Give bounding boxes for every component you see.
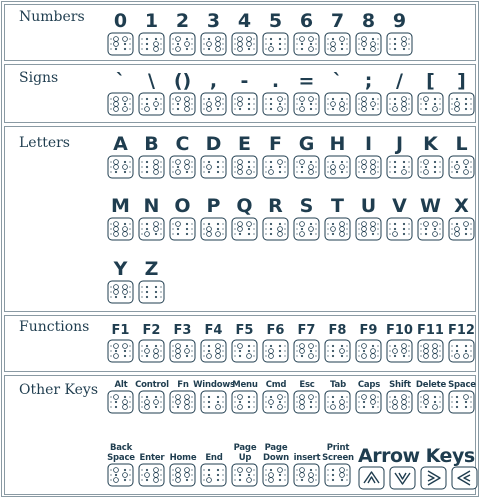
letter-key-B [138,133,165,179]
braille-cell [386,217,413,241]
letter-key-P [200,195,227,241]
braille-cell [107,32,134,56]
function-key-f6-label: F6 [266,323,285,338]
letter-key-M [107,195,134,241]
number-key-1-label: 1 [144,10,159,32]
letter-key-N [138,195,165,241]
braille-cell [417,92,444,116]
function-key-f6 [262,323,289,363]
braille-cell [448,92,475,116]
braille-cell [293,32,320,56]
other-key-space [448,380,475,414]
braille-cell [231,463,258,487]
other-key-enter-label-text: Enter [139,453,165,463]
braille-cell [200,339,227,363]
letter-key-J [386,133,413,179]
function-key-f4 [200,323,227,363]
section-title-other-keys: Other Keys [19,382,99,398]
other-key-windows [193,380,235,414]
braille-cell [324,463,351,487]
left-arrow-icon [451,466,478,490]
other-key-delete [415,380,447,414]
letter-key-E [231,133,258,179]
number-key-1 [138,10,165,56]
number-key-5 [262,10,289,56]
braille-cell [107,339,134,363]
braille-cell [417,155,444,179]
braille-cell [324,217,351,241]
braille-cell [107,155,134,179]
letter-key-Z [138,258,165,304]
function-key-f12-label: F12 [448,323,475,338]
other-key-home-label-text: Home [169,453,197,463]
braille-cell [107,92,134,116]
other-key-down [262,443,289,487]
braille-cell [355,217,382,241]
braille-cell [231,339,258,363]
section-title-letters: Letters [19,135,70,151]
sign-key-9 [386,70,413,116]
sign-key-4 [231,70,258,116]
sign-key-3 [200,70,227,116]
number-key-9-label: 9 [392,10,407,32]
letter-key-Z-label: Z [144,258,159,280]
letter-key-H [324,133,351,179]
letter-key-B-label: B [144,133,159,155]
letter-key-A [107,133,134,179]
other-key-esc [293,380,320,414]
braille-cell [200,32,227,56]
letter-key-I-label: I [364,133,373,155]
letter-key-S [293,195,320,241]
braille-cell [200,217,227,241]
letter-key-H-label: H [329,133,346,155]
other-key-down-label-text: Page Down [263,443,289,463]
other-key-esc-label: Esc [299,380,315,390]
other-key-insert-label-text: insert [293,453,321,463]
number-key-0-label: 0 [113,10,128,32]
braille-cell [138,92,165,116]
other-key-tab-label: Tab [330,380,346,390]
letter-key-U-label: U [360,195,377,217]
letter-key-R [262,195,289,241]
function-key-f3-label: F3 [173,323,192,338]
braille-cell [448,339,475,363]
other-key-up-label-text: Page Up [233,443,257,463]
function-key-f4-label: F4 [204,323,223,338]
letter-key-O [169,195,196,241]
braille-cell [262,32,289,56]
braille-cell [355,339,382,363]
braille-cell [169,32,196,56]
other-key-windows-label: Windows [193,380,235,390]
other-key-menu [231,380,258,414]
other-key-end [200,443,227,487]
function-key-f10-label: F10 [386,323,413,338]
braille-cell [355,390,382,414]
braille-cell [169,155,196,179]
braille-cell [262,339,289,363]
letter-key-J-label: J [395,133,404,155]
up-arrow-icon [358,466,385,490]
letter-key-R-label: R [268,195,283,217]
other-key-up [231,443,258,487]
function-key-f9-label: F9 [359,323,378,338]
other-key-fn-label: Fn [177,380,189,390]
braille-cell [262,92,289,116]
braille-cell [200,92,227,116]
braille-cell [355,92,382,116]
sign-key-1 [138,70,165,116]
braille-cell [231,92,258,116]
sign-key-7 [324,70,351,116]
number-key-3 [200,10,227,56]
letter-key-T [324,195,351,241]
number-key-8 [355,10,382,56]
braille-cell [262,217,289,241]
letter-key-F-label: F [269,133,282,155]
other-key-tab [324,380,351,414]
other-key-shift [386,380,413,414]
other-key-alt-label: Alt [114,380,128,390]
braille-cell [324,339,351,363]
other-key-delete-label: Delete [415,380,447,390]
braille-cell [386,390,413,414]
braille-cell [169,92,196,116]
braille-cell [107,390,134,414]
braille-cell [262,155,289,179]
function-key-f2 [138,323,165,363]
sign-key-1-label: \ [148,70,155,92]
letter-key-F [262,133,289,179]
function-key-f8-label: F8 [328,323,347,338]
sign-key-6-label: = [298,70,315,92]
braille-cell [293,217,320,241]
braille-cell [324,32,351,56]
number-key-7-label: 7 [330,10,345,32]
sign-key-7-label: ` [332,70,343,92]
sign-key-9-label: / [396,70,403,92]
function-key-f5-label: F5 [235,323,254,338]
braille-cell [417,390,444,414]
letter-key-T-label: T [331,195,344,217]
other-key-screen-label [318,443,358,463]
down-arrow-icon [389,466,416,490]
function-key-f3 [169,323,196,363]
braille-cell [386,32,413,56]
other-key-cmd [262,380,289,414]
other-key-alt [107,380,134,414]
letter-key-K [417,133,444,179]
braille-cell [138,280,165,304]
braille-cell [355,32,382,56]
letter-key-A-label: A [113,133,128,155]
braille-cell [448,217,475,241]
braille-cell [293,155,320,179]
letter-key-L [448,133,475,179]
letter-key-C [169,133,196,179]
function-key-f2-label: F2 [142,323,161,338]
braille-cell [107,217,134,241]
sign-key-10 [417,70,444,116]
number-key-8-label: 8 [361,10,376,32]
braille-cell [231,155,258,179]
letter-key-W-label: W [420,195,441,217]
other-key-control [135,380,169,414]
letter-key-W [417,195,444,241]
other-key-caps-label: Caps [357,380,381,390]
sign-key-6 [293,70,320,116]
section-title-functions: Functions [19,319,90,335]
section-title-signs: Signs [19,70,59,86]
function-key-f9 [355,323,382,363]
sign-key-8 [355,70,382,116]
braille-cell [293,339,320,363]
letter-key-M-label: M [111,195,130,217]
braille-cell [386,92,413,116]
braille-cell [324,390,351,414]
braille-cell [448,155,475,179]
sign-key-2 [169,70,196,116]
braille-cell [386,339,413,363]
braille-cell [138,217,165,241]
sign-key-3-label: , [209,70,218,92]
braille-cell [231,32,258,56]
braille-cell [262,390,289,414]
other-key-control-label: Control [135,380,169,390]
function-key-f11-label: F11 [417,323,444,338]
sign-key-5-label: . [271,70,280,92]
braille-cell [200,155,227,179]
braille-cell [138,463,165,487]
function-key-f1 [107,323,134,363]
braille-cell [293,463,320,487]
arrow-keys-title: Arrow Keys [358,445,475,467]
braille-cell [231,217,258,241]
number-key-2-label: 2 [175,10,190,32]
other-key-space-label-text: Back Space [107,443,135,463]
number-key-6-label: 6 [299,10,314,32]
letter-key-Q [231,195,258,241]
other-key-caps [355,380,382,414]
braille-cell [138,390,165,414]
other-key-menu-label: Menu [232,380,258,390]
braille-cell [169,217,196,241]
braille-cell [262,463,289,487]
other-key-shift-label: Shift [389,380,411,390]
function-key-f10 [386,323,413,363]
section-title-numbers: Numbers [19,9,85,25]
sign-key-4-label: - [240,70,249,92]
function-key-f5 [231,323,258,363]
sign-key-10-label: [ [426,70,435,92]
other-key-fn [169,380,196,414]
braille-cell [169,339,196,363]
braille-cell [448,390,475,414]
number-key-4-label: 4 [237,10,252,32]
letter-key-Y-label: Y [113,258,128,280]
letter-key-D-label: D [205,133,222,155]
braille-cell [200,463,227,487]
letter-key-G [293,133,320,179]
number-key-5-label: 5 [268,10,283,32]
letter-key-E-label: E [238,133,251,155]
other-key-home [169,443,196,487]
braille-cell [231,390,258,414]
braille-cell [200,390,227,414]
braille-cell [293,92,320,116]
function-key-f12 [448,323,475,363]
braille-cell [324,155,351,179]
letter-key-V [386,195,413,241]
sign-key-2-label: () [173,70,192,92]
braille-cell [386,155,413,179]
sign-key-5 [262,70,289,116]
function-key-f11 [417,323,444,363]
sign-key-0-label: ` [115,70,126,92]
braille-cell [417,339,444,363]
letter-key-U [355,195,382,241]
function-key-f1-label: F1 [111,323,130,338]
sign-key-11-label: ] [457,70,466,92]
braille-cell [355,155,382,179]
braille-cell [107,280,134,304]
function-key-f8 [324,323,351,363]
letter-key-Y [107,258,134,304]
sign-key-11 [448,70,475,116]
letter-key-D [200,133,227,179]
sign-key-8-label: ; [364,70,373,92]
number-key-6 [293,10,320,56]
other-key-enter [138,443,165,487]
letter-key-G-label: G [298,133,315,155]
braille-cell [293,390,320,414]
letter-key-C-label: C [175,133,190,155]
number-key-3-label: 3 [206,10,221,32]
function-key-f7 [293,323,320,363]
other-key-screen [322,443,354,487]
letter-key-P-label: P [206,195,221,217]
other-key-space-label: Space [448,380,476,390]
braille-cell [138,339,165,363]
braille-cell [138,155,165,179]
number-key-9 [386,10,413,56]
other-key-cmd-label: Cmd [265,380,287,390]
braille-cell [417,217,444,241]
other-key-end-label-text: End [205,453,223,463]
braille-cell [324,92,351,116]
letter-key-X [448,195,475,241]
sign-key-0 [107,70,134,116]
letter-key-K-label: K [423,133,438,155]
braille-cell [169,390,196,414]
letter-key-I [355,133,382,179]
letter-key-Q-label: Q [236,195,253,217]
right-arrow-icon [420,466,447,490]
letter-key-N-label: N [143,195,160,217]
letter-key-S-label: S [299,195,314,217]
other-key-space [107,443,134,487]
braille-cell [107,463,134,487]
braille-cell [138,32,165,56]
number-key-2 [169,10,196,56]
other-key-insert [293,443,320,487]
letter-key-V-label: V [392,195,407,217]
number-key-7 [324,10,351,56]
function-key-f7-label: F7 [297,323,316,338]
letter-key-O-label: O [174,195,191,217]
letter-key-L-label: L [455,133,468,155]
braille-cell [169,463,196,487]
letter-key-X-label: X [454,195,469,217]
number-key-4 [231,10,258,56]
other-key-screen-label-text: Print Screen [322,443,354,463]
number-key-0 [107,10,134,56]
